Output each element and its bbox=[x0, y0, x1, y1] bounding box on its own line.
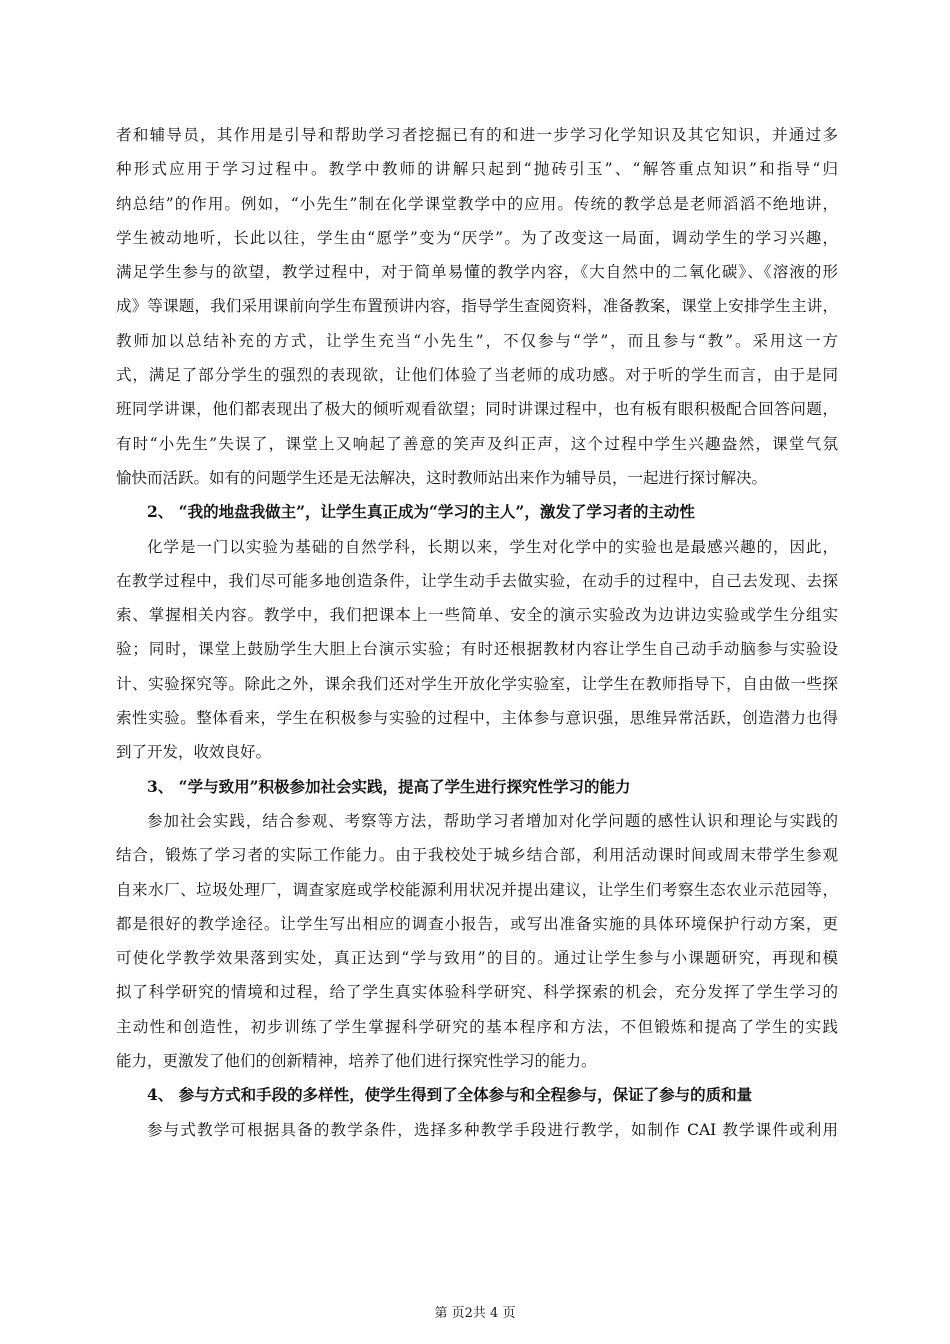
paragraph bbox=[116, 1113, 838, 1147]
text-line: 教师加以总结补充的方式，让学生充当“小先生”，不仅参与“学”，而且参与“教”。采用这一方 bbox=[116, 331, 838, 350]
document-body bbox=[116, 118, 838, 1147]
text-line: 学生被动地听，长此以往，学生由“愿学”变为“厌学”。为了改变这一局面，调动学生的学习兴趣， bbox=[116, 228, 838, 247]
text-line: 可使化学教学效果落到实处，真正达到“学与致用”的目的。通过让学生参与小课题研究，再现和模 bbox=[116, 949, 838, 968]
text-line: 到了开发，收效良好。 bbox=[116, 743, 272, 762]
text-line: 愉快而活跃。如有的问题学生还是无法解决，这时教师站出来作为辅导员，一起进行探讨解决。 bbox=[116, 468, 768, 487]
text-line: 成》等课题，我们采用课前向学生布置预讲内容，指导学生查阅资料，准备教案，课堂上安排学生主讲， bbox=[116, 297, 838, 316]
text-line: 结合，锻炼了学习者的实际工作能力。由于我校处于城乡结合部，利用活动课时间或周末带学生参观 bbox=[116, 846, 838, 865]
text-line: 种形式应用于学习过程中。教学中教师的讲解只起到“抛砖引玉”、“解答重点知识”和指导“归 bbox=[116, 160, 838, 179]
text-line: 在教学过程中，我们尽可能多地创造条件，让学生动手去做实验，在动手的过程中，自己去发现、去探 bbox=[116, 571, 838, 590]
text-line: 参加社会实践，结合参观、考察等方法，帮助学习者增加对化学问题的感性认识和理论与实践的 bbox=[147, 811, 838, 830]
page-footer: 第 页2共 4 页 bbox=[434, 1306, 516, 1321]
section-heading: 4、 参与方式和手段的多样性，使学生得到了全体参与和全程参与，保证了参与的质和量 bbox=[147, 1085, 753, 1105]
text-line: 式，满足了部分学生的强烈的表现欲，让他们体验了当老师的成功感。对于听的学生而言，由于是同 bbox=[116, 366, 838, 385]
text-line: 能力，更激发了他们的创新精神，培养了他们进行探究性学习的能力。 bbox=[116, 1052, 597, 1071]
text-line: 参与式教学可根据具备的教学条件，选择多种教学手段进行教学，如制作 CAI 教学课件或利用 bbox=[147, 1120, 838, 1139]
section-heading: 2、 “我的地盘我做主”，让学生真正成为“学习的主人”，激发了学习者的主动性 bbox=[147, 502, 695, 522]
paragraph bbox=[116, 804, 838, 1078]
text-line: 索性实验。整体看来，学生在积极参与实验的过程中，主体参与意识强，思维异常活跃，创造潜力也得 bbox=[116, 709, 838, 728]
paragraph bbox=[116, 118, 838, 495]
text-line: 班同学讲课，他们都表现出了极大的倾听观看欲望；同时讲课过程中，也有板有眼积极配合回答问题， bbox=[116, 400, 838, 419]
text-line: 拟了科学研究的情境和过程，给了学生真实体验科学研究、科学探索的机会，充分发挥了学生学习的 bbox=[116, 983, 838, 1002]
text-line: 化学是一门以实验为基础的自然学科，长期以来，学生对化学中的实验也是最感兴趣的，因此， bbox=[147, 537, 838, 556]
text-line: 有时“小先生”失误了，课堂上又响起了善意的笑声及纠正声，这个过程中学生兴趣盎然，课堂气氛 bbox=[116, 434, 838, 453]
text-line: 纳总结”的作用。例如，“小先生”制在化学课堂教学中的应用。传统的教学总是老师滔滔不绝地讲， bbox=[116, 194, 838, 213]
text-line: 者和辅导员，其作用是引导和帮助学习者挖掘已有的和进一步学习化学知识及其它知识，并通过多 bbox=[116, 126, 838, 144]
text-line: 索、掌握相关内容。教学中，我们把课本上一些简单、安全的演示实验改为边讲边实验或学生分组实 bbox=[116, 606, 838, 625]
text-line: 计、实验探究等。除此之外，课余我们还对学生开放化学实验室，让学生在教师指导下，自由做一些探 bbox=[116, 674, 838, 693]
section-heading: 3、 “学与致用”积极参加社会实践，提高了学生进行探究性学习的能力 bbox=[147, 776, 631, 796]
text-line: 满足学生参与的欲望，教学过程中，对于简单易懂的教学内容，《大自然中的二氧化碳》、《溶液的形 bbox=[116, 263, 838, 282]
paragraph bbox=[116, 530, 838, 770]
text-line: 主动性和创造性，初步训练了学生掌握科学研究的基本程序和方法，不但锻炼和提高了学生的实践 bbox=[116, 1017, 838, 1036]
text-line: 验；同时，课堂上鼓励学生大胆上台演示实验；有时还根据教材内容让学生自己动手动脑参与实验设 bbox=[116, 640, 838, 659]
text-line: 都是很好的教学途径。让学生写出相应的调查小报告，或写出准备实施的具体环境保护行动方案，更 bbox=[116, 914, 838, 933]
text-line: 自来水厂、垃圾处理厂，调查家庭或学校能源利用状况并提出建议，让学生们考察生态农业示范园等， bbox=[116, 880, 838, 899]
